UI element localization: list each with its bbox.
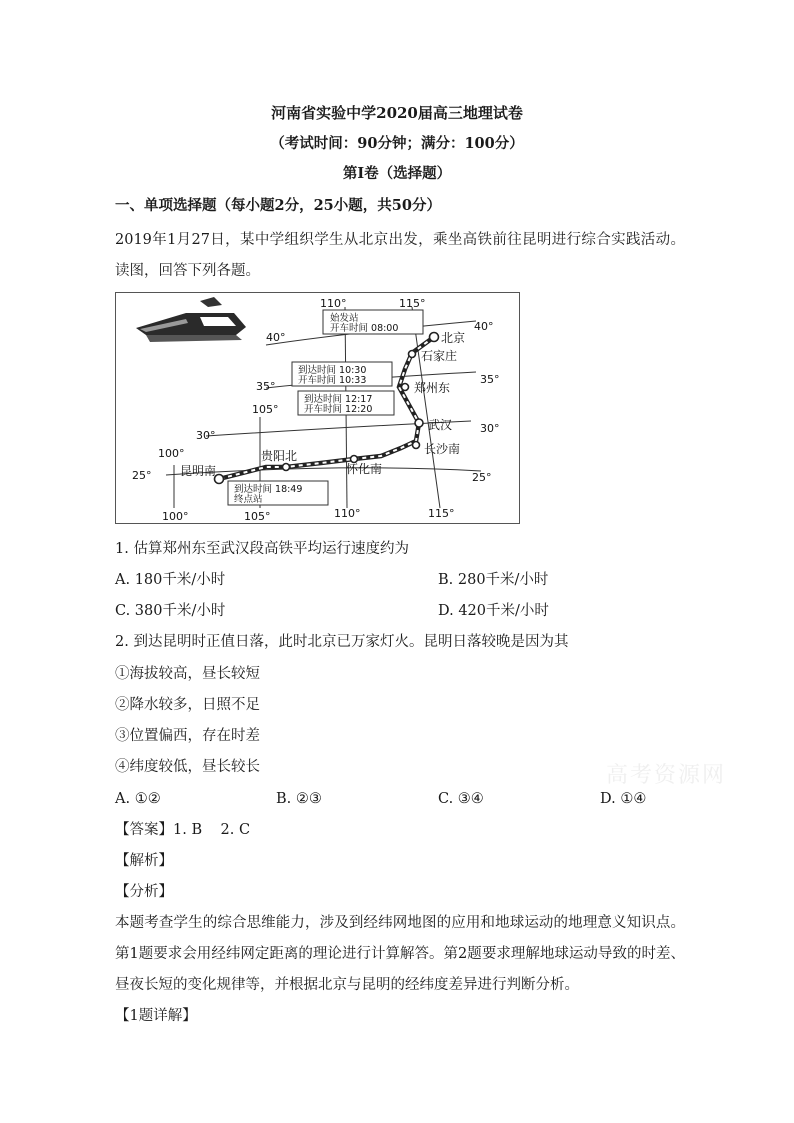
lat-right-30: 30° — [480, 422, 500, 435]
train-icon — [136, 297, 246, 342]
q1-option-a: A. 180千米/小时 — [115, 572, 226, 588]
lat-right-25: 25° — [472, 471, 492, 484]
station-shijiazhuang: 石家庄 — [421, 349, 458, 363]
lon-bottom-100: 100° — [162, 510, 189, 523]
fenxi-heading: 【分析】 — [115, 884, 173, 900]
lon-top-115: 115° — [399, 297, 426, 310]
q2-option-a: A. ①② — [115, 791, 161, 807]
detail-heading: 【1题详解】 — [115, 1008, 197, 1024]
q2-option-c: C. ③④ — [438, 791, 484, 807]
question-2-stem: 2. 到达昆明时正值日落，此时北京已万家灯火。昆明日落较晚是因为其 — [115, 634, 569, 650]
box-zhengzhou-line2: 开车时间 10:33 — [298, 375, 367, 386]
box-kunming-line1: 到达时间 18:49 — [234, 484, 303, 495]
answer-line: 【答案】1. B 2. C — [115, 822, 251, 838]
q1-option-c: C. 380千米/小时 — [115, 603, 226, 619]
q2-statement-4: ④纬度较低，昼长较长 — [115, 759, 260, 775]
station-guiyang: 贵阳北 — [261, 449, 298, 463]
box-wuhan-line2: 开车时间 12:20 — [304, 404, 373, 415]
q2-statement-1: ①海拔较高，昼长较短 — [115, 666, 260, 682]
station-changsha: 长沙南 — [424, 442, 461, 456]
lat-left-35: 35° — [256, 380, 276, 393]
q1-option-d: D. 420千米/小时 — [438, 603, 549, 619]
lon-mid-105: 105° — [252, 403, 279, 416]
station-huaihua: 怀化南 — [346, 462, 383, 476]
box-wuhan-line1: 到达时间 12:17 — [304, 394, 373, 405]
lat-left-25: 25° — [132, 469, 152, 482]
q2-statement-2: ②降水较多，日照不足 — [115, 697, 260, 713]
analysis-paragraph: 本题考查学生的综合思维能力，涉及到经纬网地图的应用和地球运动的地理意义知识点。第1题要求会用经纬网定距离的理论进行计算解答。第2题要求理解地球运动导致的时差、昼夜长短的变化规律等，并根据北京与昆明的经纬度差异进行判断分析。 — [115, 915, 685, 993]
box-beijing-line1: 始发站 — [330, 313, 359, 324]
station-zhengzhou: 郑州东 — [414, 381, 451, 395]
lat-right-40: 40° — [474, 320, 494, 333]
jiexi-heading: 【解析】 — [115, 853, 173, 869]
lon-left-100: 100° — [158, 447, 185, 460]
paper-subtitle: （考试时间：90分钟；满分：100分） — [270, 135, 524, 152]
rail-map — [115, 292, 520, 524]
lon-bottom-115: 115° — [428, 507, 455, 520]
station-beijing: 北京 — [441, 331, 466, 345]
box-beijing-line2: 开车时间 08:00 — [330, 323, 399, 334]
lon-top-110: 110° — [320, 297, 347, 310]
q2-option-b: B. ②③ — [276, 791, 322, 807]
station-wuhan: 武汉 — [428, 418, 453, 432]
q1-option-b: B. 280千米/小时 — [438, 572, 549, 588]
lat-right-35: 35° — [480, 373, 500, 386]
section-heading: 一、单项选择题（每小题2分，25小题，共50分） — [115, 197, 441, 214]
station-kunming: 昆明南 — [180, 464, 217, 478]
question-1-stem: 1. 估算郑州东至武汉段高铁平均运行速度约为 — [115, 541, 409, 557]
lat-left-30: 30° — [196, 429, 216, 442]
lon-bottom-105: 105° — [244, 510, 271, 523]
box-zhengzhou-line1: 到达时间 10:30 — [298, 365, 367, 376]
part-title: 第Ⅰ卷（选择题） — [342, 165, 452, 182]
box-kunming-line2: 终点站 — [234, 494, 263, 505]
q2-option-d: D. ①④ — [600, 791, 647, 807]
paper-title: 河南省实验中学2020届高三地理试卷 — [271, 104, 523, 122]
q2-statement-3: ③位置偏西，存在时差 — [115, 728, 260, 744]
lat-left-40: 40° — [266, 331, 286, 344]
watermark: 高考资源网 — [606, 763, 727, 788]
section-intro: 2019年1月27日，某中学组织学生从北京出发，乘坐高铁前往昆明进行综合实践活动。读图，回答下列各题。 — [115, 232, 685, 279]
lon-bottom-110: 110° — [334, 507, 361, 520]
